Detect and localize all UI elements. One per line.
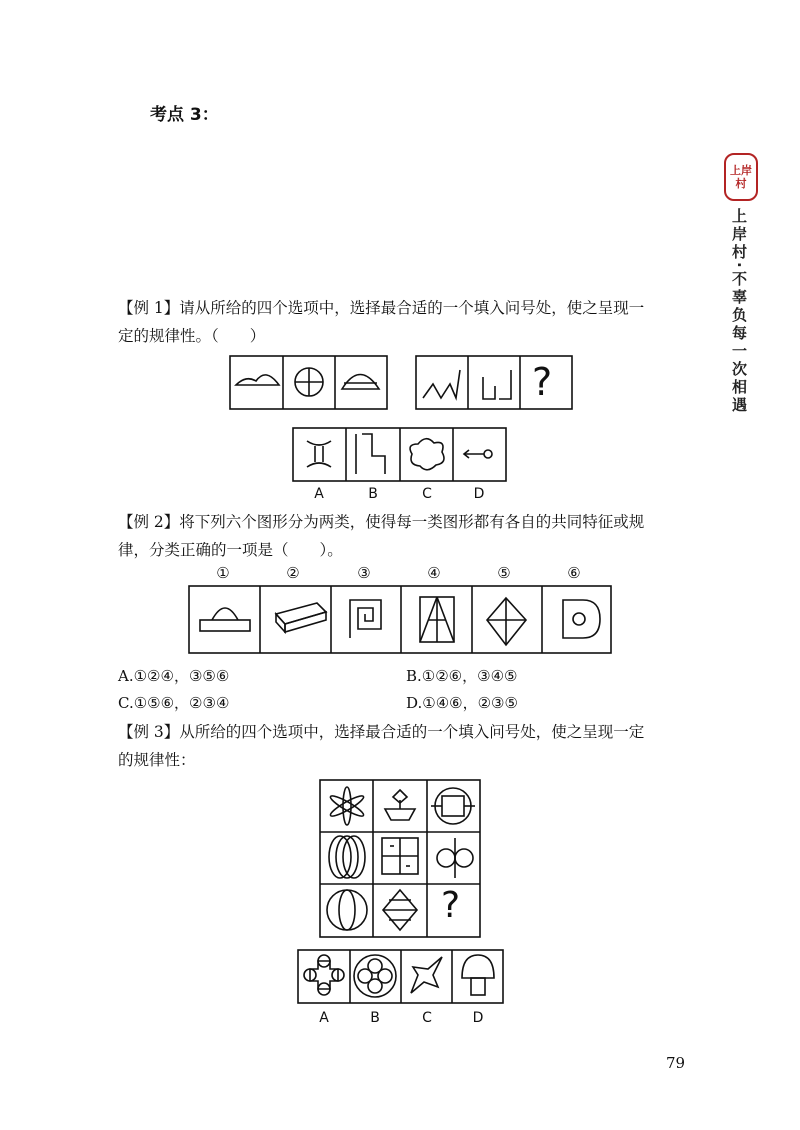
figure-number-2: ② (286, 564, 300, 582)
example3-option-label-a: A (319, 1010, 329, 1026)
example2-option-c: C.①⑤⑥，②③④ (118, 694, 230, 712)
figure-number-1: ① (216, 564, 230, 582)
example1-line2: 定的规律性。（ ） (118, 327, 266, 345)
example3-question-mark: ? (441, 885, 461, 926)
example3-line1: 【例 3】从所给的四个选项中，选择最合适的一个填入问号处，使之呈现一定 (118, 723, 645, 741)
example2-option-d: D.①④⑥，②③⑤ (406, 694, 518, 712)
example3-option-label-d: D (472, 1010, 484, 1026)
figure-number-4: ④ (427, 564, 441, 582)
figure-number-3: ③ (357, 564, 371, 582)
example2-option-a: A.①②④，③⑤⑥ (118, 667, 230, 685)
figure-number-5: ⑤ (497, 564, 511, 582)
example1-line1: 【例 1】请从所给的四个选项中，选择最合适的一个填入问号处，使之呈现一 (118, 299, 645, 317)
brand-seal-logo: 上岸村 (724, 153, 758, 201)
example1-option-label-c: C (422, 486, 432, 502)
page-number: 79 (666, 1054, 686, 1072)
brand-slogan: 上岸村·不辜负每一次相遇 (730, 208, 748, 415)
example1-question-mark: ? (532, 360, 553, 404)
example3-line2: 的规律性： (118, 751, 196, 769)
example2-line1: 【例 2】将下列六个图形分为两类，使得每一类图形都有各自的共同特征或规 (118, 513, 645, 531)
example2-option-b: B.①②⑥，③④⑤ (406, 667, 518, 685)
example2-line2: 律，分类正确的一项是（ ）。 (118, 541, 343, 559)
section-title: 考点 3： (150, 105, 219, 125)
example1-option-label-a: A (314, 486, 324, 502)
example3-option-label-b: B (370, 1010, 380, 1026)
example1-option-label-b: B (368, 486, 378, 502)
example1-option-label-d: D (473, 486, 485, 502)
figure-number-6: ⑥ (567, 564, 581, 582)
example3-option-label-c: C (422, 1010, 432, 1026)
